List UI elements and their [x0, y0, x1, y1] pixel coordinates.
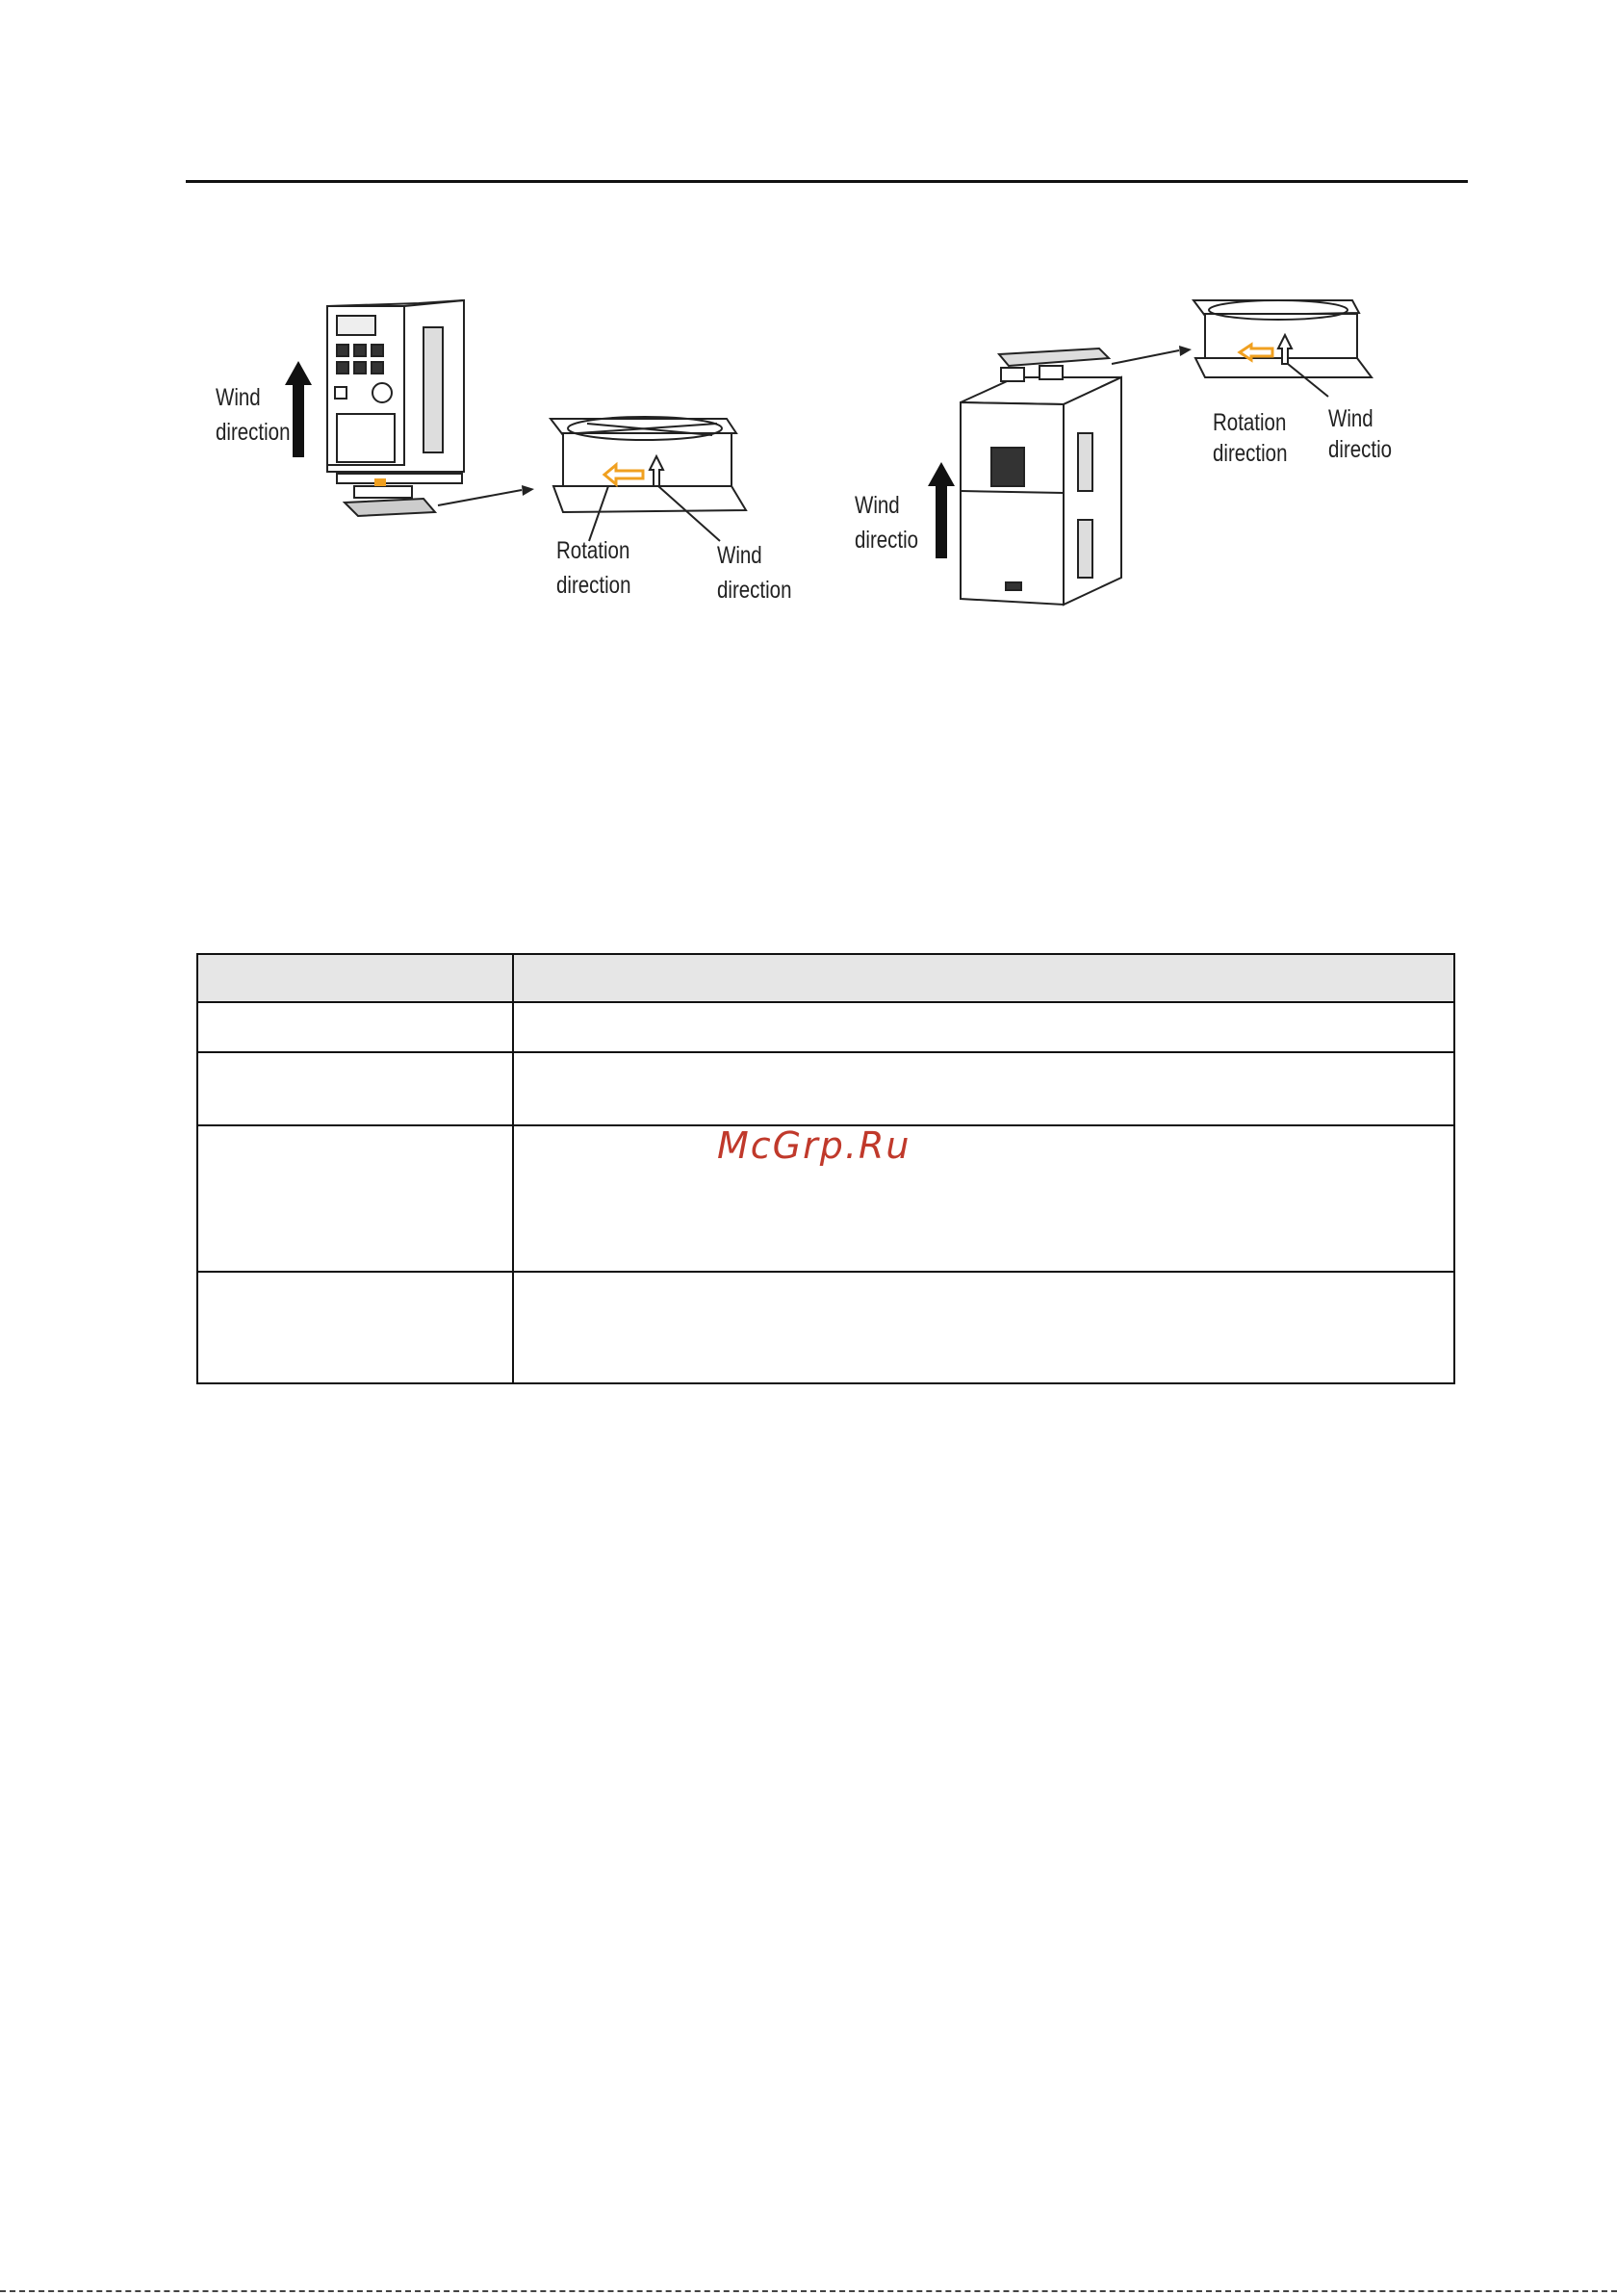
- figure-right-fan-replacement: [847, 289, 1424, 616]
- rotation-label-line2: direction: [1213, 440, 1288, 467]
- table-row: [197, 1272, 1454, 1383]
- table-cell: [197, 1125, 513, 1272]
- pointer-arrowhead-icon: [1179, 346, 1192, 356]
- wind-label-line2: directio: [855, 527, 919, 554]
- figure-left-fan-replacement: [192, 289, 828, 616]
- pointer-line: [1112, 350, 1179, 364]
- header-rule: [186, 180, 1468, 183]
- table-row: [197, 1002, 1454, 1052]
- table-header-cell: [197, 954, 513, 1002]
- bottom-rule: [0, 2290, 1617, 2292]
- fan-detail-icon: [551, 417, 746, 512]
- table-cell: [513, 1052, 1454, 1125]
- pointer-arrowhead-icon: [522, 485, 534, 496]
- fan-under-inverter-icon: [345, 479, 435, 516]
- rotation-label-line2: direction: [556, 572, 631, 599]
- wind-label-line2: direction: [216, 419, 291, 446]
- table-header-cell: [513, 954, 1454, 1002]
- spec-table: [196, 953, 1455, 1384]
- wind-label-line1: Wind: [216, 384, 261, 411]
- rotation-label-line1: Rotation: [1213, 409, 1287, 436]
- table-cell: [513, 1002, 1454, 1052]
- wind-label-line1: Wind: [855, 492, 900, 519]
- table-row: [197, 1052, 1454, 1125]
- table-cell: [513, 1125, 1454, 1272]
- rotation-label-line1: Rotation: [556, 537, 630, 564]
- fan-wind-label-line1: Wind: [717, 542, 762, 569]
- table-header-row: [197, 954, 1454, 1002]
- wind-arrow-icon: [928, 462, 955, 558]
- inverter-small-icon: [327, 300, 464, 483]
- fan-wind-label-line2: direction: [717, 577, 792, 604]
- fan-wind-label-line1: Wind: [1328, 405, 1373, 432]
- table-cell: [197, 1002, 513, 1052]
- inverter-large-icon: [961, 366, 1121, 605]
- pointer-line: [438, 490, 522, 505]
- watermark: McGrp.Ru: [717, 1124, 911, 1167]
- table-cell: [197, 1272, 513, 1383]
- fan-top-plate-icon: [999, 348, 1109, 366]
- fan-wind-label-line2: directio: [1328, 436, 1393, 463]
- table-cell: [513, 1272, 1454, 1383]
- table-cell: [197, 1052, 513, 1125]
